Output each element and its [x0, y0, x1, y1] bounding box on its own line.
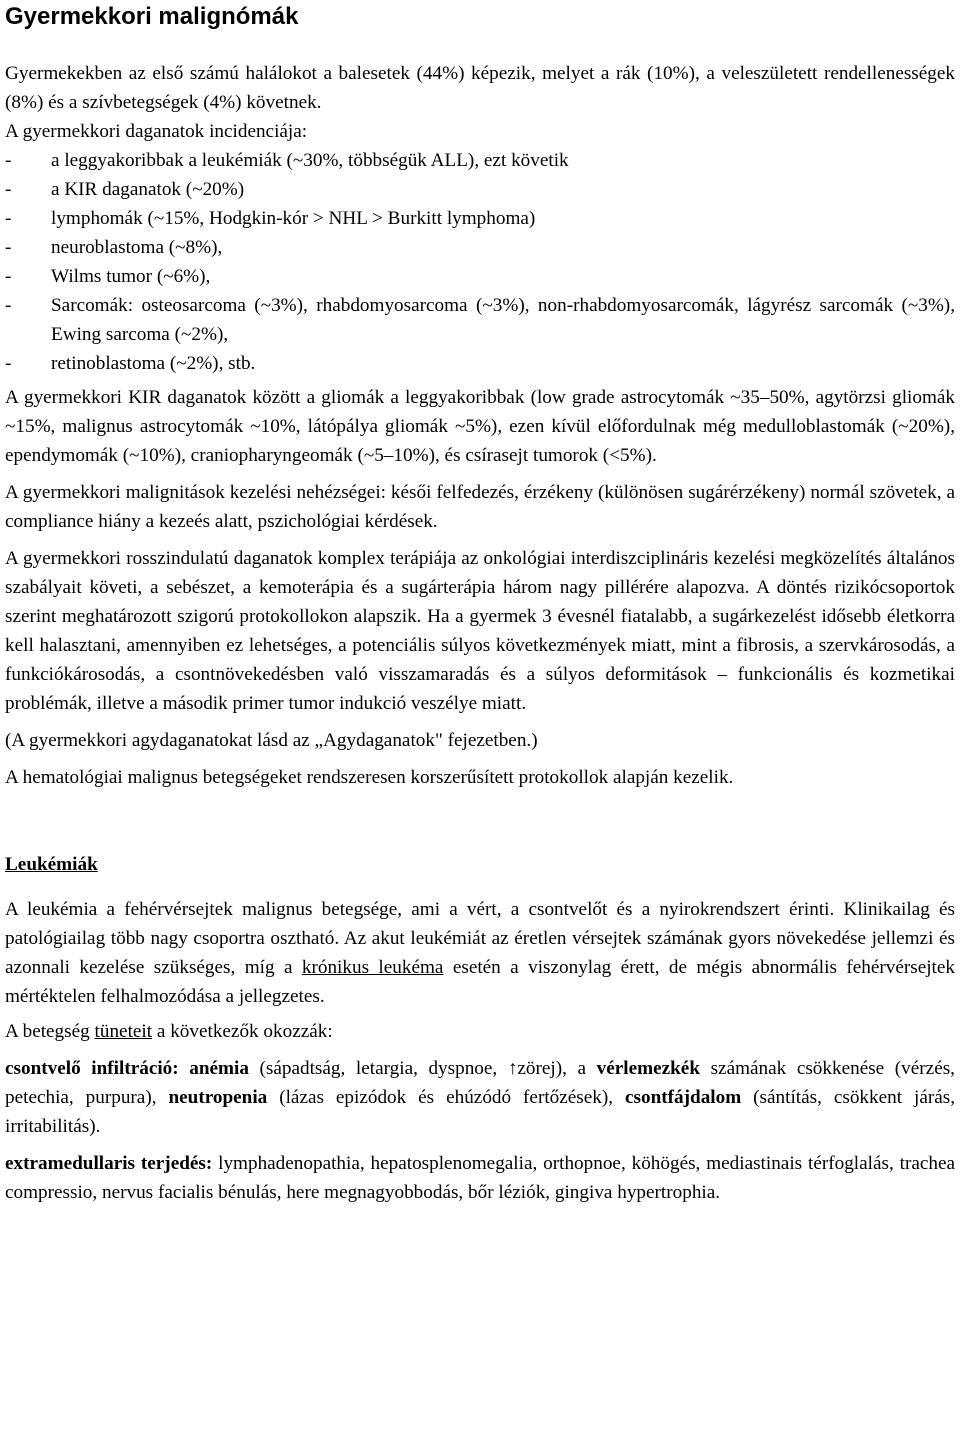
incidence-heading: A gyermekkori daganatok incidenciája: [5, 121, 308, 142]
chronic-leukemia-link[interactable]: krónikus leukéma [301, 957, 444, 978]
document-page [5, 0, 955, 1207]
list-item: - lymphomák (~15%, Hodgkin-kór > NHL > Burkitt lymphoma) [5, 208, 536, 229]
list-item: - retinoblastoma (~2%), stb. [5, 353, 256, 374]
page-title: Gyermekkori malignómák [5, 3, 299, 30]
list-item: - Wilms tumor (~6%), [5, 266, 211, 287]
symptoms-link[interactable]: tüneteit [94, 1021, 153, 1042]
intro-paragraph: Gyermekekben az első számú halálokot a balesetek (44%) képezik, melyet a rák (10%), a veleszületett rendellenességek (8%) és a szívbetegségek (4%) követnek. [5, 63, 955, 113]
symptoms-intro: A betegség tüneteit a következők okozzák: [5, 1021, 333, 1042]
extramedullary-paragraph: extramedullaris terjedés: lymphadenopathia, hepatosplenomegalia, orthopnoe, köhögés, mediastinais térfoglalás, trachea compressio, nervus facialis bénulás, here megnagyobbodás, bőr léziók, gingiva hypertrophia. [5, 1153, 955, 1203]
incidence-list [5, 146, 955, 378]
list-item: - neuroblastoma (~8%), [5, 237, 223, 258]
list-item: - a leggyakoribbak a leukémiák (~30%, többségük ALL), ezt követik [5, 150, 569, 171]
kir-paragraph: A gyermekkori KIR daganatok között a gliomák a leggyakoribbak (low grade astrocytomák ~35–50%, agytörzsi gliomák ~15%, malignus astrocytomák ~10%, látópálya gliomák ~5%), ezen kívül előfordulnak még medulloblastomák (~20%), ependymomák (~10%), craniopharyngeomák (~5–10%), és csírasejt tumorok (<5%). [5, 387, 955, 466]
bone-marrow-paragraph: csontvelő infiltráció: anémia (sápadtság, letargia, dyspnoe, ↑zörej), a vérlemezkék számának csökkenése (vérzés, petechia, purpura), neutropenia (lázas epizódok és ehúzódó fertőzések), csontfájdalom (sántítás, csökkent járás, irritabilitás). [5, 1058, 955, 1137]
difficulties-paragraph: A gyermekkori malignitások kezelési nehézségei: késői felfedezés, érzékeny (különösen sugárérzékeny) normál szövetek, a compliance hiány a kezeés alatt, pszichológiai kérdések. [5, 482, 955, 532]
section-heading-leukemia: Leukémiák [5, 854, 98, 875]
brain-reference-paragraph: (A gyermekkori agydaganatokat lásd az „Agydaganatok" fejezetben.) [5, 730, 538, 751]
list-item: - Sarcomák: osteosarcoma (~3%), rhabdomyosarcoma (~3%), non-rhabdomyosarcomák, lágyrész sarcomák (~3%), Ewing sarcoma (~2%), [5, 295, 955, 345]
leukemia-paragraph: A leukémia a fehérvérsejtek malignus betegsége, ami a vért, a csontvelőt és a nyirokrendszert érinti. Klinikailag és patológiailag több nagy csoportra osztható. Az akut leukémiát az éretlen vérsejtek számának gyors növekedése jellemzi és azonnali kezelése szükséges, míg a krónikus leukéma esetén a viszonylag érett, de mégis abnormális fehérvérsejtek mértéktelen felhalmozódása a jellegzetes. [5, 899, 955, 1007]
arrow-up-icon: ↑ [507, 1058, 518, 1079]
therapy-paragraph: A gyermekkori rosszindulatú daganatok komplex terápiája az onkológiai interdiszciplináris kezelési megközelítés általános szabályait követi, a sebészet, a kemoterápia és a sugárterápia három nagy pillérére alapozva. A döntés rizikócsoportok szerint meghatározott szigorú protokollokon alapszik. Ha a gyermek 3 évesnél fiatalabb, a sugárkezelést idősebb életkorra kell halasztani, amennyiben ez lehetséges, a potenciális súlyos következmények miatt, mint a fibrosis, a szervkárosodás, a funkciókárosodás, a csontnövekedésben való visszamaradás és a súlyos deformitások – funkcionális és kozmetikai problémák, illetve a második primer tumor indukció veszélye miatt. [5, 548, 955, 714]
list-item: - a KIR daganatok (~20%) [5, 179, 245, 200]
hemato-paragraph: A hematológiai malignus betegségeket rendszeresen korszerűsített protokollok alapján kezelik. [5, 767, 734, 788]
